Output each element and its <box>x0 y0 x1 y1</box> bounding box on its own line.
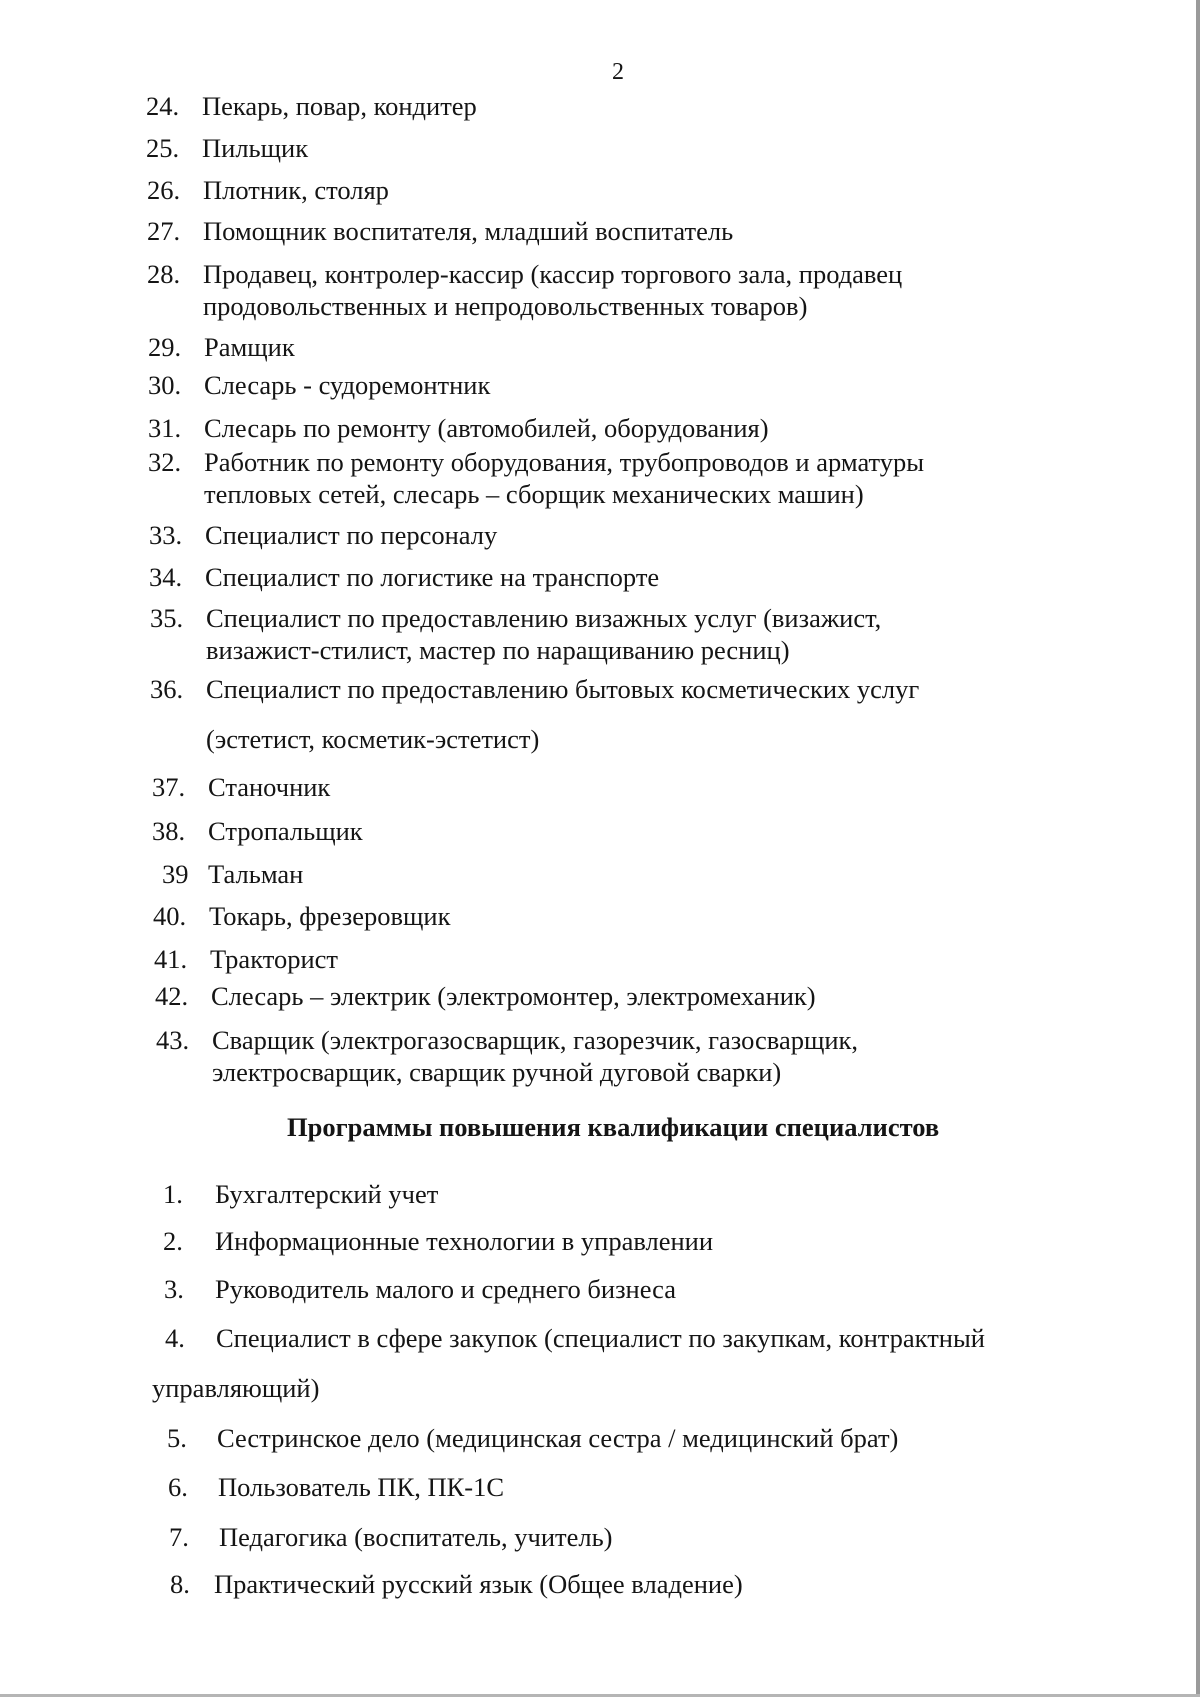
list-item-text: Слесарь – электрик (электромонтер, электромеханик) <box>211 981 816 1011</box>
list-item-text: Руководитель малого и среднего бизнеса <box>215 1274 676 1304</box>
list-item-number: 39 <box>162 859 189 889</box>
list-item-number: 30. <box>148 370 182 400</box>
list-item-number: 5. <box>167 1423 187 1453</box>
list-item-text: Работник по ремонту оборудования, трубопроводов и арматуры тепловых сетей, слесарь – сборщик механических машин) <box>204 447 925 509</box>
list-item-text: Слесарь по ремонту (автомобилей, оборудования) <box>204 413 769 443</box>
list-item-number: 34. <box>149 562 183 592</box>
list-item-text: Тракторист <box>210 944 338 974</box>
section-heading: Программы повышения квалификации специалистов <box>287 1112 940 1142</box>
list-item-text: Помощник воспитателя, младший воспитатель <box>203 216 734 246</box>
list-item-number: 29. <box>148 332 182 362</box>
list-item-number: 40. <box>153 901 187 931</box>
list-item-number: 4. <box>165 1323 185 1353</box>
list-item-number: 31. <box>148 413 182 443</box>
list-item-text: Стропальщик <box>208 816 363 846</box>
list-item-number: 7. <box>169 1522 189 1552</box>
list-item-number: 2. <box>163 1226 183 1256</box>
list-item-text: Практический русский язык (Общее владение) <box>214 1569 743 1599</box>
list-item-text: Информационные технологии в управлении <box>215 1226 714 1256</box>
list-item-text: Специалист по логистике на транспорте <box>205 562 660 592</box>
list-item-text: Плотник, столяр <box>203 175 389 205</box>
list-item-text: Педагогика (воспитатель, учитель) <box>219 1522 613 1552</box>
list-item-text: Пекарь, повар, кондитер <box>202 91 477 121</box>
list-item-text: Продавец, контролер-кассир (кассир торгового зала, продавец продовольственных и непродовольственных товаров) <box>203 259 903 321</box>
list-item-number: 38. <box>152 816 186 846</box>
list-item-text: Специалист в сфере закупок (специалист по закупкам, контрактный <box>216 1323 985 1353</box>
list-item-text-continuation: управляющий) <box>152 1373 320 1403</box>
list-item-number: 41. <box>154 944 188 974</box>
list-item-number: 8. <box>170 1569 190 1599</box>
list-item-number: 27. <box>147 216 181 246</box>
list-item-text: Пильщик <box>202 133 309 163</box>
list-item-text: Слесарь - судоремонтник <box>204 370 491 400</box>
list-item-text: Сварщик (электрогазосварщик, газорезчик, газосварщик, электросварщик, сварщик ручной дуговой сварки) <box>212 1025 859 1087</box>
list-item-text-continuation: (эстетист, косметик-эстетист) <box>206 724 540 754</box>
list-item-text: Бухгалтерский учет <box>215 1179 439 1209</box>
list-item-number: 42. <box>155 981 189 1011</box>
list-item-text: Специалист по предоставлению бытовых косметических услуг <box>206 674 920 704</box>
list-item-text: Специалист по персоналу <box>205 520 498 550</box>
list-item-number: 33. <box>149 520 183 550</box>
list-item-number: 1. <box>163 1179 183 1209</box>
list-item-number: 37. <box>152 772 186 802</box>
list-item-number: 24. <box>146 91 180 121</box>
list-item-text: Тальман <box>208 859 304 889</box>
list-item-text: Специалист по предоставлению визажных услуг (визажист, визажист-стилист, мастер по наращиванию ресниц) <box>206 603 882 665</box>
list-item-number: 35. <box>150 603 184 633</box>
list-item-text: Сестринское дело (медицинская сестра / медицинский брат) <box>217 1423 899 1453</box>
list-item-number: 36. <box>150 674 184 704</box>
list-item-text: Пользователь ПК, ПК-1С <box>218 1472 505 1502</box>
list-item-number: 26. <box>147 175 181 205</box>
list-item-text: Станочник <box>208 772 331 802</box>
list-item-number: 3. <box>164 1274 184 1304</box>
list-item-number: 32. <box>148 447 182 477</box>
list-item-number: 43. <box>156 1025 190 1055</box>
list-item-number: 25. <box>146 133 180 163</box>
list-item-text: Рамщик <box>204 332 295 362</box>
list-item-text: Токарь, фрезеровщик <box>209 901 451 931</box>
scan-edge-right <box>1196 0 1200 1697</box>
list-item-number: 28. <box>147 259 181 289</box>
list-item-number: 6. <box>168 1472 188 1502</box>
page-number: 2 <box>612 59 624 85</box>
